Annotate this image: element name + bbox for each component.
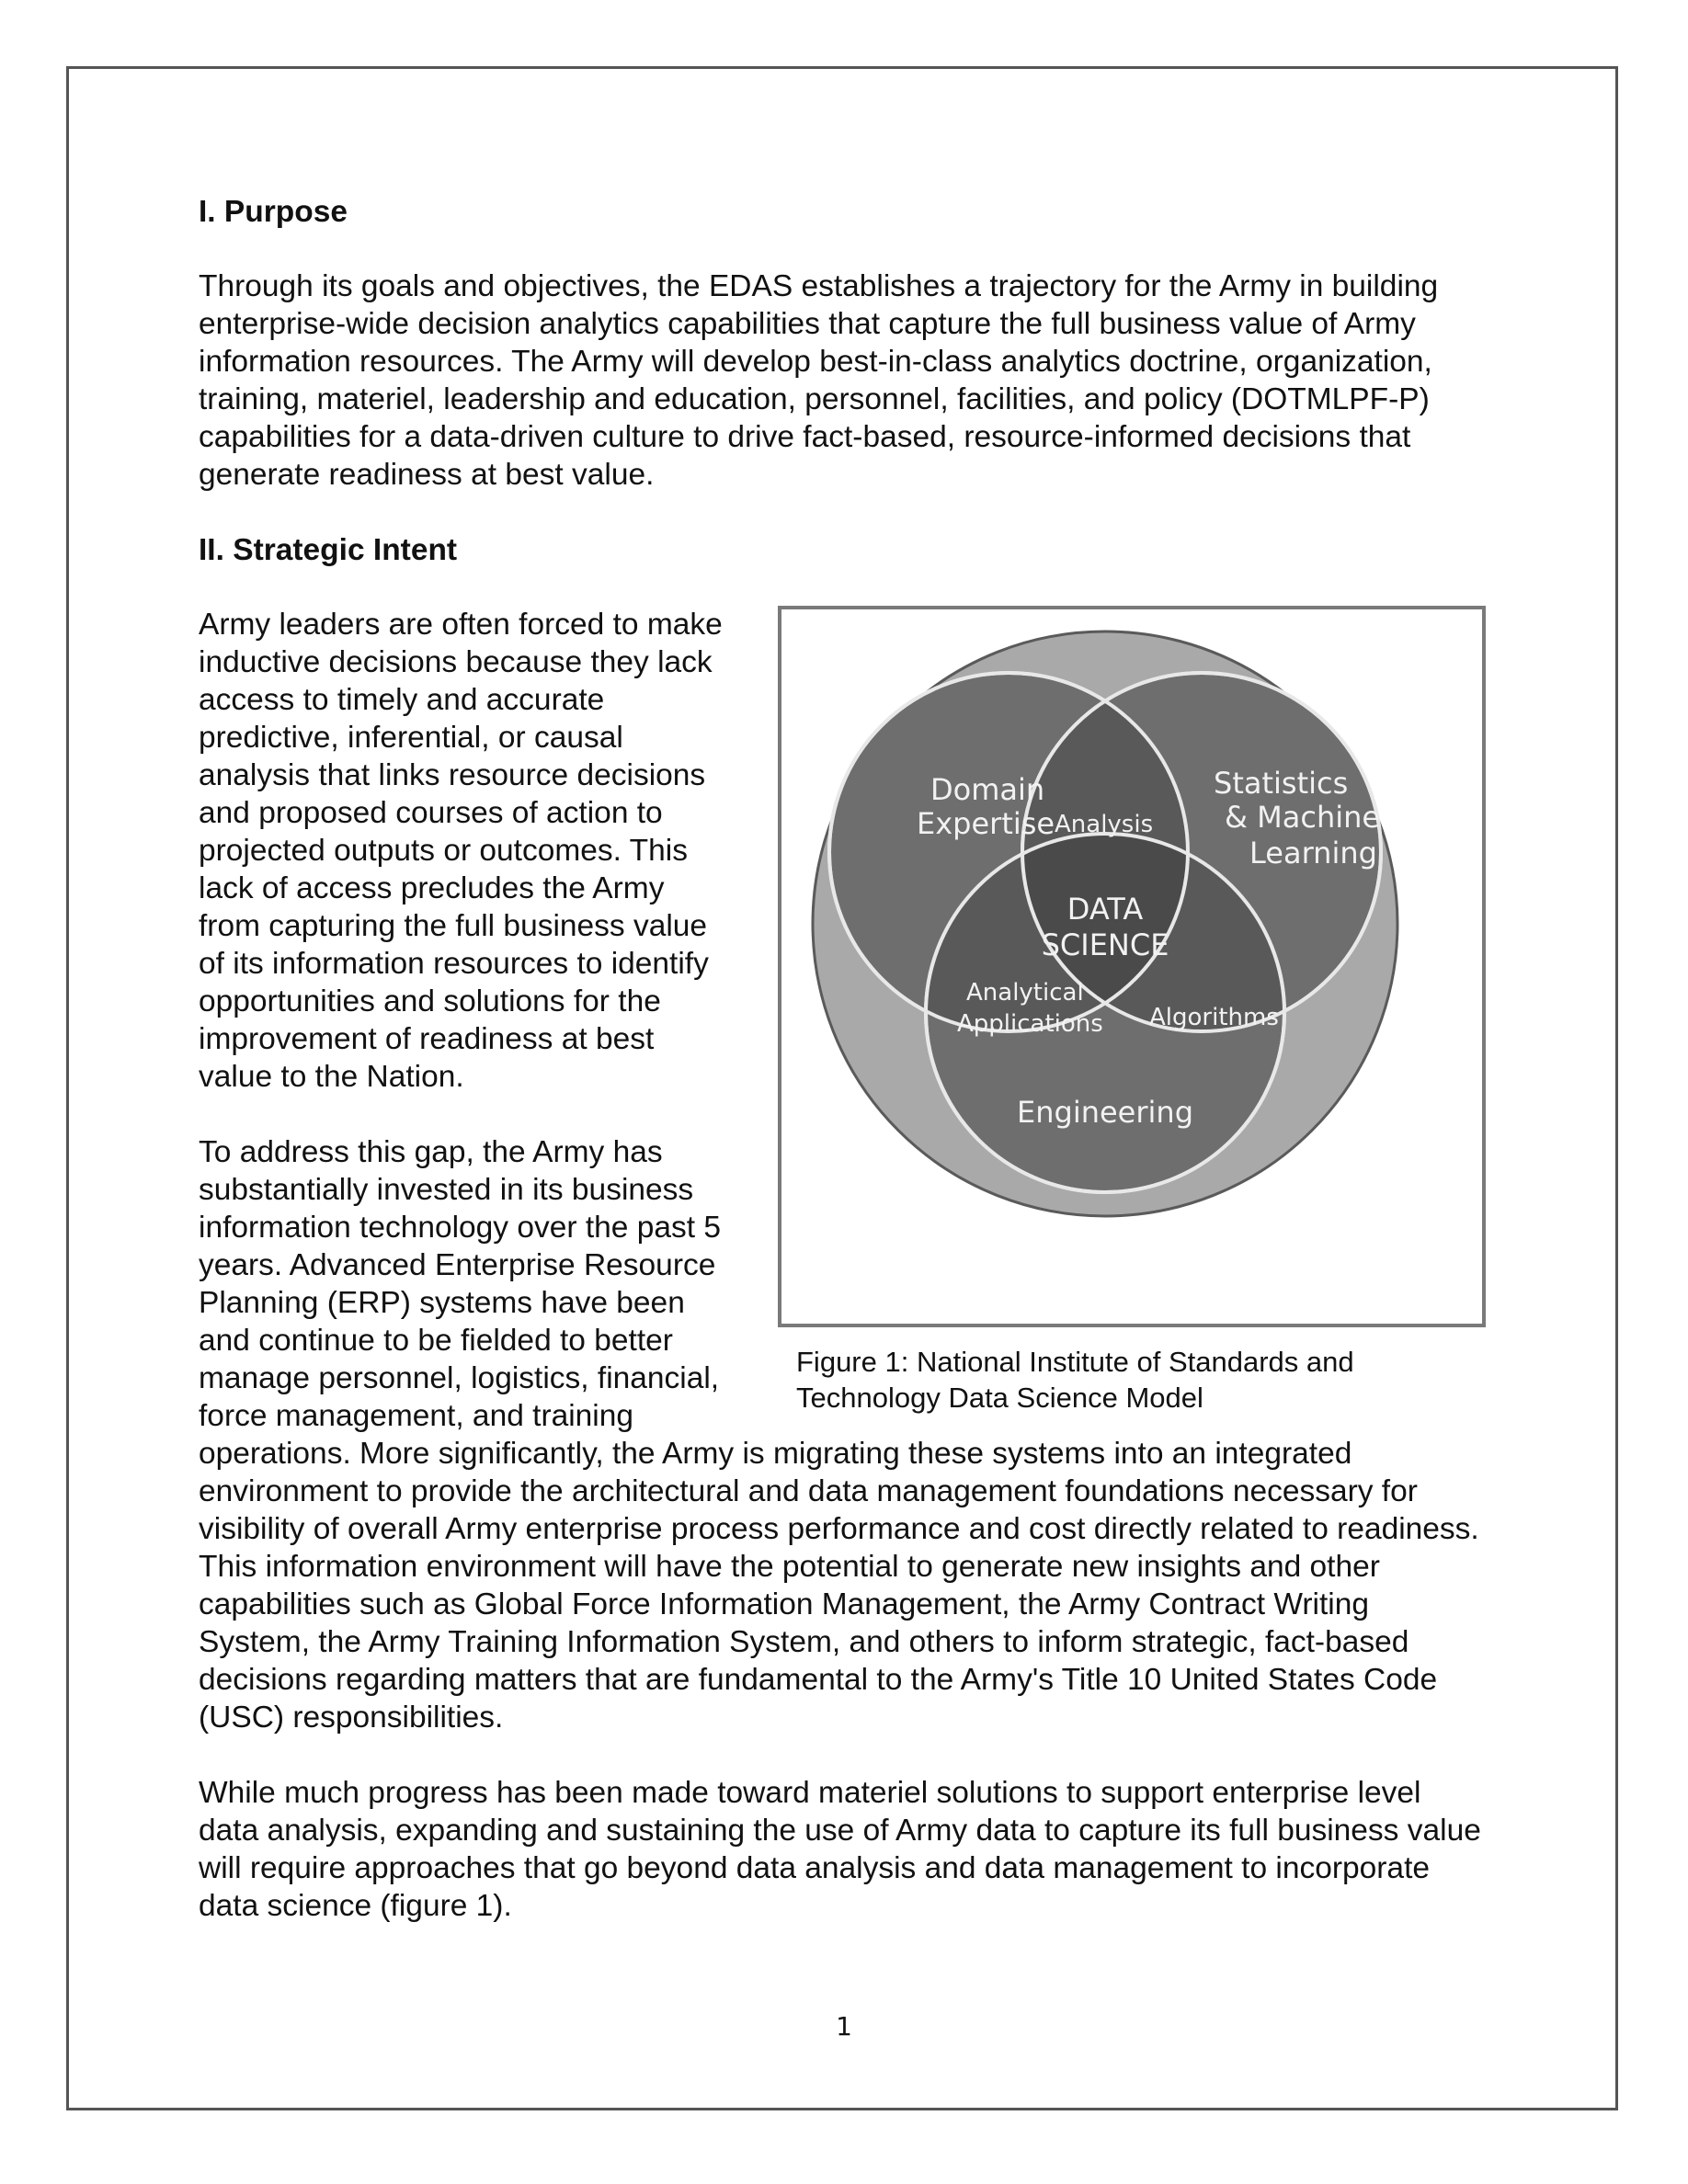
data-science-venn-diagram: [781, 609, 1482, 1324]
label-domain-2: Expertise: [917, 806, 1055, 841]
figure-1: [778, 606, 1486, 1416]
label-engineering: Engineering: [1017, 1095, 1193, 1130]
label-analysis: Analysis: [1055, 811, 1154, 838]
label-analytical: Analytical: [966, 979, 1084, 1007]
label-applications: Applications: [957, 1010, 1103, 1038]
strategic-intent-paragraph-2: To address this gap, the Army has substantially invested in its business information technology over the past 5 years. Advanced Enterprise Resource Planning (ERP) systems have been and continue to be fielded to better manage personnel, logistics, financial, force management, and training operations. More significantly, the Army is migrating these systems into an integrated environment to provide the architectural and data management foundations necessary for visibility of overall Army enterprise process performance and cost directly related to readiness. This information environment will have the potential to generate new insights and other capabilities such as Global Force Information Management, the Army Contract Writing System, the Army Training Information System, and others to inform strategic, fact-based decisions regarding matters that are fundamental to the Army's Title 10 United States Code (USC) responsibilities.: [199, 1135, 1479, 1735]
figure-frame: [778, 606, 1486, 1327]
purpose-paragraph: Through its goals and objectives, the EDAS establishes a trajectory for the Army in building enterprise-wide decision analytics capabilities that capture the full business value of Army information resources. The Army will develop best-in-class analytics doctrine, organization, training, materiel, leadership and education, personnel, facilities, and policy (DOTMLPF-P) capabilities for a data-driven culture to drive fact-based, resource-informed decisions that generate readiness at best value.: [199, 269, 1439, 492]
label-stats-3: Learning: [1249, 836, 1377, 870]
document-body: [199, 193, 1486, 1962]
label-domain-1: Domain: [930, 772, 1045, 807]
strategic-intent-paragraph-1: Army leaders are often forced to make inductive decisions because they lack access to timely and accurate predictive, inferential, or causal analysis that links resource decisions and proposed courses of action to projected outputs or outcomes. This lack of access precludes the Army from capturing the full business value of its information resources to identify opportunities and solutions for the improvement of readiness at best value to the Nation.: [199, 608, 723, 1094]
section-heading-purpose: I. Purpose: [199, 195, 348, 229]
label-stats-2: & Machine: [1225, 800, 1381, 835]
label-science: SCIENCE: [1041, 927, 1169, 962]
label-stats-1: Statistics: [1214, 766, 1349, 801]
figure-caption: Figure 1: National Institute of Standards and Technology Data Science Model: [796, 1346, 1354, 1414]
page-number: 1: [836, 2011, 852, 2042]
label-algorithms: Algorithms: [1149, 1004, 1279, 1031]
section-heading-strategic-intent: II. Strategic Intent: [199, 533, 458, 567]
label-data: DATA: [1066, 892, 1144, 927]
strategic-intent-paragraph-3: While much progress has been made toward materiel solutions to support enterprise level data analysis, expanding and sustaining the use of Army data to capture its full business value will require approaches that go beyond data analysis and data management to incorporate data science (figure 1).: [199, 1776, 1481, 1923]
